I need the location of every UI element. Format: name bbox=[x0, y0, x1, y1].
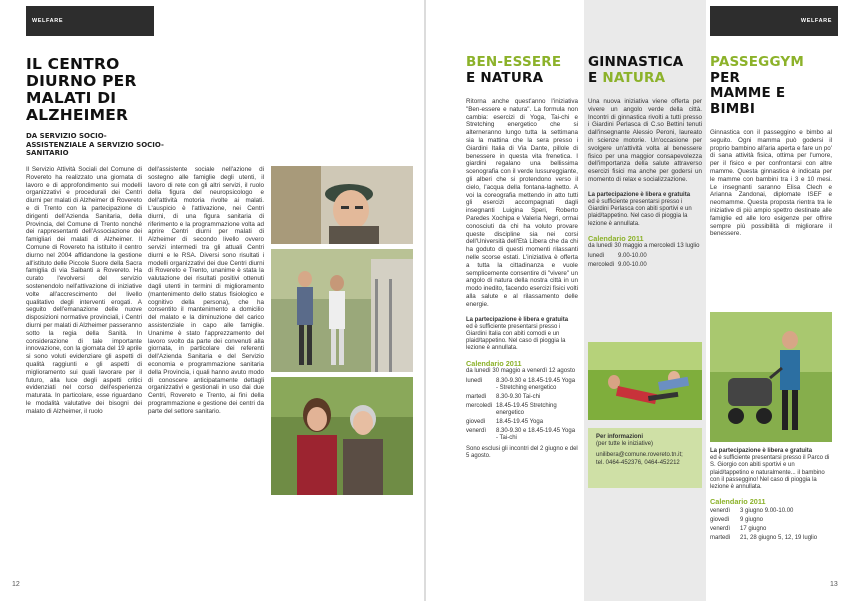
page-number: 13 bbox=[830, 581, 838, 588]
schedule-info: 17 giugno bbox=[740, 525, 767, 532]
ginnastica-calendar-period: da lunedì 30 maggio a mercoledì 13 luglio bbox=[588, 242, 700, 249]
ginnastica-note-text: ed è sufficiente presentarsi presso i Giardini Perlasca con abiti sportivi e un plaid/tappetino. Nel caso di pioggia la lezione è annullata. bbox=[588, 198, 692, 227]
ginnastica-title-prefix: E bbox=[588, 69, 603, 86]
passeggym-title-highlight: PASSEGGYM bbox=[710, 54, 805, 70]
benessere-title bbox=[466, 55, 578, 86]
ginnastica-schedule bbox=[588, 253, 647, 271]
schedule-row bbox=[466, 428, 578, 444]
ginnastica-calendar-title: Calendario 2011 bbox=[588, 233, 644, 243]
ginnastica-note bbox=[588, 192, 702, 228]
nurses-walking-photo bbox=[271, 249, 413, 372]
section-tab: WELFARE bbox=[710, 6, 838, 36]
section-tab: WELFARE bbox=[26, 6, 154, 36]
benessere-note bbox=[466, 317, 578, 353]
schedule-info: 8.30-9.30 e 18.45-19.45 Yoga - Tai-chi bbox=[496, 427, 576, 441]
benessere-note-bold: La partecipazione è libera e gratuita bbox=[466, 316, 569, 323]
passeggym-title-line2: MAMME E BIMBI bbox=[710, 85, 786, 117]
schedule-info: 8.30-9.30 e 18.45-19.45 Yoga - Stretching energetico bbox=[496, 377, 576, 392]
left-page bbox=[0, 0, 424, 601]
passeggym-info bbox=[710, 448, 832, 543]
schedule-row bbox=[588, 262, 647, 271]
benessere-calendar-period: da lunedì 30 maggio a venerdì 12 agosto bbox=[466, 367, 576, 374]
mother-stroller-photo bbox=[710, 312, 832, 442]
article-column-1: Il Servizio Attività Sociali del Comune di Rovereto ha realizzato una giornata di lavoro e di approfondimento sui modelli organizzativi e procedurali dei Centri diurni per malati di Alzheimer di Rovereto e di Trento con la partecipazione di dirigenti dell'Azienda Sanitaria, della Provincia, del Comune di Trento nonché dei rappresentanti dell'Associazione dei famigliari dei malati di Alzheimer. Il Comune di Rovereto ha istituito il centro diurno nel 2004 affidandone la gestione all'istituto delle Piccole Suore della Sacra famiglia di via Saibanti a Rovereto. Ha curato l'evolversi del servizio sostenendolo nell'attivazione di iniziative volte all'accrescimento del livello qualitativo degli interventi erogati. A seguito dell'emanazione delle nuove disposizioni normative provinciali, i Centri diurni per malati di Alzheimer passeranno sotto la regia della Sanità. In considerazione di tale importante innovazione, con la giornata del 19 aprile si sono voluti evidenziare gli aspetti di qualità raggiunti e gli aspetti di miglioramento sui quali lavorare per il futuro, alla luce degli aspetti critici evidenziati nel corso dell'esperienza maturata. In particolare, esse riguardano le modalità valutative dei bisogni dei malato di Alzheimer, il ruolo bbox=[26, 166, 142, 415]
schedule-day: venerdì bbox=[710, 508, 731, 515]
schedule-row bbox=[710, 535, 817, 544]
schedule-info: 9.00-10.00 bbox=[618, 252, 647, 259]
ginnastica-title bbox=[588, 55, 702, 86]
info-title: Per informazioni bbox=[596, 434, 644, 440]
passeggym-title-suffix: PER bbox=[710, 69, 741, 86]
passeggym-note-text: ed è sufficiente presentarsi presso il Parco di S. Giorgio con abiti sportivi e un plaid/tappetino e naturalmente... il bambino con il passeggino! Nel caso di pioggia la lezione è annullata. bbox=[710, 455, 830, 491]
schedule-info: 18.45-19.45 Stretching energetico bbox=[496, 402, 557, 416]
couple-exercise-photo bbox=[588, 342, 702, 420]
schedule-row bbox=[466, 378, 578, 394]
ginnastica-title-highlight: NATURA bbox=[602, 69, 666, 86]
schedule-info: 3 giugno 9.00-10.00 bbox=[740, 508, 794, 515]
schedule-row bbox=[466, 419, 578, 428]
schedule-info: 8.30-9.30 Tai-chi bbox=[496, 393, 541, 400]
passeggym-schedule bbox=[710, 508, 817, 543]
schedule-day: lunedì bbox=[466, 377, 483, 384]
benessere-section bbox=[466, 55, 578, 460]
right-page bbox=[426, 0, 850, 601]
ginnastica-section bbox=[588, 55, 702, 271]
schedule-row bbox=[710, 508, 817, 517]
ginnastica-title-line1: GINNASTICA bbox=[588, 54, 684, 70]
schedule-day: giovedì bbox=[710, 517, 730, 524]
info-email[interactable]: unilibera@comune.rovereto.tn.it; bbox=[596, 452, 683, 459]
benessere-text: Ritorna anche quest'anno l'iniziativa "Ben-essere e natura". La formula non cambia: esercizi di Yoga, Tai-chi e Stretching energetico che si alterneranno lungo tutta la settimana sia la mattina che la sera presso i Giardini Italia di Via Dante, pillole di benessere in questa vita frenetica. I giardini regalano una bellissima scenografia con il verde lussureggiante, gli alberi che si protendono verso il cielo, l'acqua della fontana-laghetto. A voi la coreografia mettendo in atto tutti gli esercizi accompagnati dagli insegnanti Luigina Speri, Roberto Paredes Xochipa e Valeria Negri, ormai conosciuti da chi ha voluto provare queste discipline sia nei corsi dell'Università dell'Età Libera che da chi ha goduto di questi momenti rilassanti nelle scorse estati. L'iniziativa è offerta a tutta la cittadinanza e vuole semplicemente consentire di "vivere" un angolo di natura della nostra città in un modo inedito, facendo esercizi fisici volti alla salute e al rilassamento delle energie. bbox=[466, 98, 578, 308]
benessere-schedule bbox=[466, 378, 578, 444]
schedule-row bbox=[466, 403, 578, 419]
schedule-row bbox=[466, 394, 578, 403]
schedule-day: martedì bbox=[466, 393, 487, 400]
passeggym-section bbox=[710, 55, 832, 238]
info-phone: tel. 0464-452376, 0464-452212 bbox=[596, 459, 680, 466]
benessere-note-text: ed è sufficiente presentarsi presso i Giardini Italia con abiti comodi e un plaid/tappetino. Nel caso di pioggia la lezione è annullata. bbox=[466, 323, 566, 352]
passeggym-note bbox=[710, 448, 832, 491]
schedule-day: venerdì bbox=[710, 525, 731, 532]
passeggym-calendar-title: Calendario 2011 bbox=[710, 497, 766, 507]
passeggym-note-bold: La partecipazione è libera e gratuita bbox=[710, 448, 813, 454]
schedule-day: giovedì bbox=[466, 418, 486, 425]
article-column-2: dell'assistente sociale nell'azione di sostegno alle famiglie degli utenti, il lavoro di rete con gli altri servizi, il ruolo della figura del neuropsicologo e dell'attività motoria rivolte ai malati. L'auspicio è l'attivazione, nei Centri diurni, di una figura sanitaria di riferimento e la programmazione volta ad aprire Centri diurni per malati di Alzheimer di secondo livello ovvero servizi intermedi tra gli attuali Centri diurni e le RSA. Diversi sono risultati i modelli organizzativi dei due Centri diurni di Rovereto e Trento, unanime è stata la valutazione dei risultati positivi ottenuti dagli utenti in termini di miglioramento (mantenimento dello status fisiologico e cognitivo della persona), che ha consentito il mantenimento a domicilio del malato e la diminuzione del carico assistenziale in capo alle famiglie. Unanime è stato l'apprezzamento del lavoro svolto da parte dei convenuti alla giornata, in particolare dei referenti dell'Azienda Sanitaria e del Servizio economia e programmazione sanitaria della Provincia, i quali hanno avuto modo di conoscere anticipatamente dettagli organizzativi e gestionali in uso dai due Centri, Rovereto e Trento, ai fini della programmazione e gestione dei centri da parte del settore sanitario. bbox=[148, 166, 264, 415]
schedule-info: 21, 28 giugno 5, 12, 19 luglio bbox=[740, 534, 818, 541]
info-subtitle: (per tutte le iniziative) bbox=[596, 441, 654, 448]
page-number: 12 bbox=[12, 581, 20, 588]
article-title: IL CENTRO DIURNO PER MALATI DI ALZHEIMER bbox=[26, 55, 137, 124]
schedule-info: 9.00-10.00 bbox=[618, 261, 647, 268]
benessere-title-rest: E NATURA bbox=[466, 69, 544, 86]
women-portrait-photo bbox=[271, 377, 413, 495]
schedule-day: mercoledì bbox=[588, 261, 615, 268]
benessere-exclusion: Sono esclusi gli incontri del 2 giugno e del 5 agosto. bbox=[466, 445, 578, 459]
benessere-calendar-title: Calendario 2011 bbox=[466, 358, 522, 368]
ginnastica-note-bold: La partecipazione è libera e gratuita bbox=[588, 191, 691, 198]
schedule-row bbox=[710, 526, 817, 535]
schedule-day: martedì bbox=[710, 534, 731, 541]
info-box bbox=[588, 428, 702, 488]
schedule-day: venerdì bbox=[466, 427, 487, 434]
schedule-day: mercoledì bbox=[466, 402, 493, 409]
ginnastica-text: Una nuova iniziativa viene offerta per vivere un angolo verde della città. Incontri di ginnastica rivolti a tutti presso i Giardini Perlasca di C.so Bettini tenuti dall'insegnante Alessio Peroni, laureato in scienze motorie. Un'occasione per svolgere un'attività volta al benessere fisico per una maggior consapevolezza dell'importanza della salute attraverso esercizi fisici ma anche per godersi un momento di relax e socializzazione. bbox=[588, 98, 702, 183]
schedule-info: 18.45-19.45 Yoga bbox=[496, 418, 544, 425]
passeggym-title bbox=[710, 55, 832, 117]
schedule-info: 9 giugno bbox=[740, 517, 764, 524]
article-subtitle: DA SERVIZIO SOCIO-ASSISTENZIALE A SERVIZIO SOCIO-SANITARIO bbox=[26, 132, 164, 157]
schedule-row bbox=[710, 517, 817, 526]
benessere-title-highlight: BEN-ESSERE bbox=[466, 54, 562, 70]
schedule-row bbox=[588, 253, 647, 262]
schedule-day: lunedì bbox=[588, 252, 605, 259]
passeggym-text: Ginnastica con il passeggino e bimbo al seguito. Ogni mamma può godersi il proprio bambino all'aria aperta e fare un po' di sana attività fisica, ottima per l'umore, per il fisico e per confrontarsi con altre mamme. Questa ginnastica è indicata per le mamme con bambini tra i 3 e 10 mesi. Le insegnanti saranno Elisa Clech e Arianna Zandonai, diplomate ISEF e neomamme. Questa proposta rientra tra le iniziative di più ampio spettro destinate alle famiglie ed alle loro esigenze per offrire sempre più possibilità di migliorare il benessere. bbox=[710, 129, 832, 238]
elderly-man-photo bbox=[271, 166, 413, 244]
